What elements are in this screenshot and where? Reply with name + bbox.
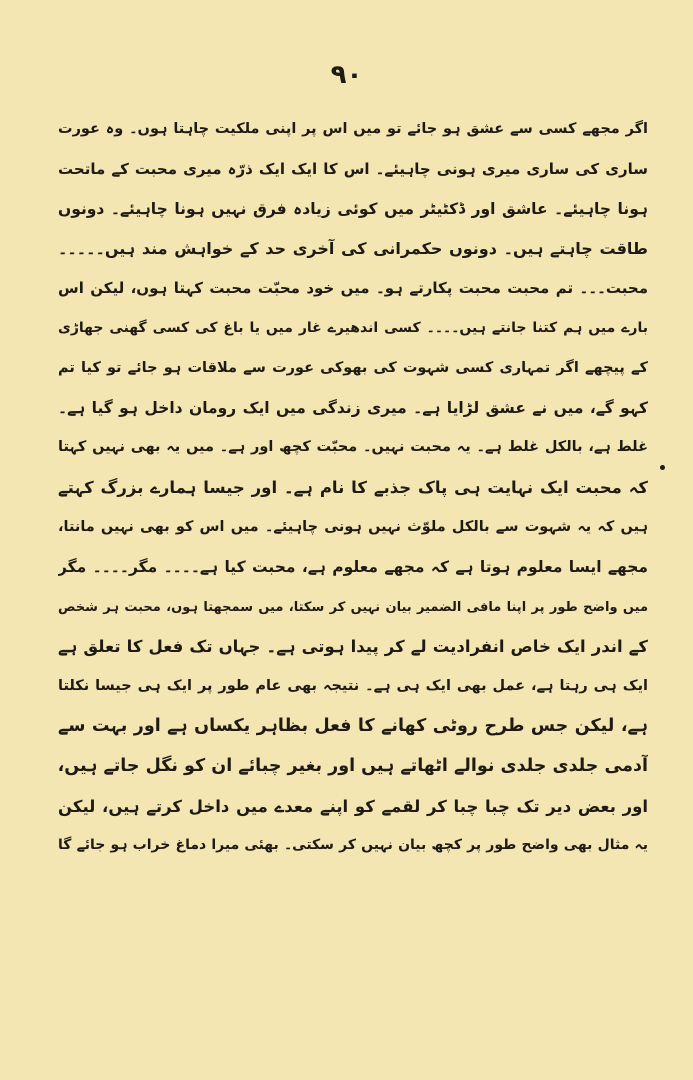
- text-line: اگر مجھے کسی سے عشق ہو جائے تو میں اس پر اپنی ملکیت چاہتا ہوں۔ وہ عورت: [58, 121, 648, 137]
- text-line: آدمی جلدی جلدی نوالے اٹھاتے ہیں اور بغیر چبائے ان کو نگل جاتے ہیں،: [58, 755, 648, 776]
- page-number: ۹۰: [330, 60, 363, 90]
- text-line: اور بعض دیر تک چبا چبا کر لقمے کو اپنے معدے میں داخل کرتے ہیں، لیکن: [58, 796, 648, 816]
- text-line: مجھے ایسا معلوم ہوتا ہے کہ مجھے معلوم ہے، محبت کیا ہے۔۔۔۔ مگر۔۔۔۔ مگر: [58, 557, 648, 576]
- text-line: کہو گے، میں نے عشق لڑایا ہے۔ میری زندگی میں ایک رومان داخل ہو گیا ہے۔: [58, 398, 648, 417]
- text-line: میں واضح طور پر اپنا مافی الضمیر بیان نہیں کر سکتا، میں سمجھتا ہوں، محبت ہر شخص: [58, 599, 648, 615]
- text-line: محبت۔۔۔ تم محبت محبت پکارتے ہو۔ میں خود محبّت محبت کہتا ہوں، لیکن اس: [58, 279, 648, 298]
- text-line: ہیں کہ یہ شہوت سے بالکل ملوّث نہیں ہونی چاہیئے۔ میں اس کو بھی نہیں مانتا،: [58, 518, 648, 535]
- text-line: کے اندر ایک خاص انفرادیت لے کر پیدا ہوتی ہے۔ جہاں تک فعل کا تعلق ہے: [58, 637, 648, 657]
- text-line: ساری کی ساری میری ہونی چاہیئے۔ اس کا ایک ایک ذرّہ میری محبت کے ماتحت: [58, 159, 648, 178]
- text-line: بارے میں ہم کتنا جانتے ہیں۔۔۔۔ کسی اندھیرے غار میں یا باغ کی کسی گھنی جھاڑی: [58, 319, 648, 336]
- margin-dot: [660, 465, 665, 470]
- text-line: کے پیچھے اگر تمہاری کسی شہوت کی بھوکی عورت سے ملاقات ہو جائے تو کیا تم: [58, 359, 648, 376]
- text-line: یہ مثال بھی واضح طور پر کچھ بیان نہیں کر سکتی۔ بھئی میرا دماغ خراب ہو جائے گا: [58, 837, 648, 854]
- page-body-text: [58, 110, 648, 866]
- text-line: طاقت چاہتے ہیں۔ دونوں حکمرانی کی آخری حد کے خواہش مند ہیں۔۔۔۔۔: [58, 239, 648, 259]
- text-line: غلط ہے، بالکل غلط ہے۔ یہ محبت نہیں۔ محبّت کچھ اور ہے۔ میں یہ بھی نہیں کہتا: [58, 439, 648, 456]
- text-line: کہ محبت ایک نہایت ہی پاک جذبے کا نام ہے۔ اور جیسا ہمارے بزرگ کہتے: [58, 478, 648, 498]
- text-line: ہے، لیکن جس طرح روٹی کھانے کا فعل بظاہر یکساں ہے اور بہت سے: [58, 715, 648, 736]
- text-line: ہونا چاہیئے۔ عاشق اور ڈکٹیٹر میں کوئی زیادہ فرق نہیں ہونا چاہیئے۔ دونوں: [58, 199, 648, 218]
- text-line: ایک ہی رہتا ہے، عمل بھی ایک ہی ہے۔ نتیجہ بھی عام طور پر ایک ہی جیسا نکلتا: [58, 678, 648, 695]
